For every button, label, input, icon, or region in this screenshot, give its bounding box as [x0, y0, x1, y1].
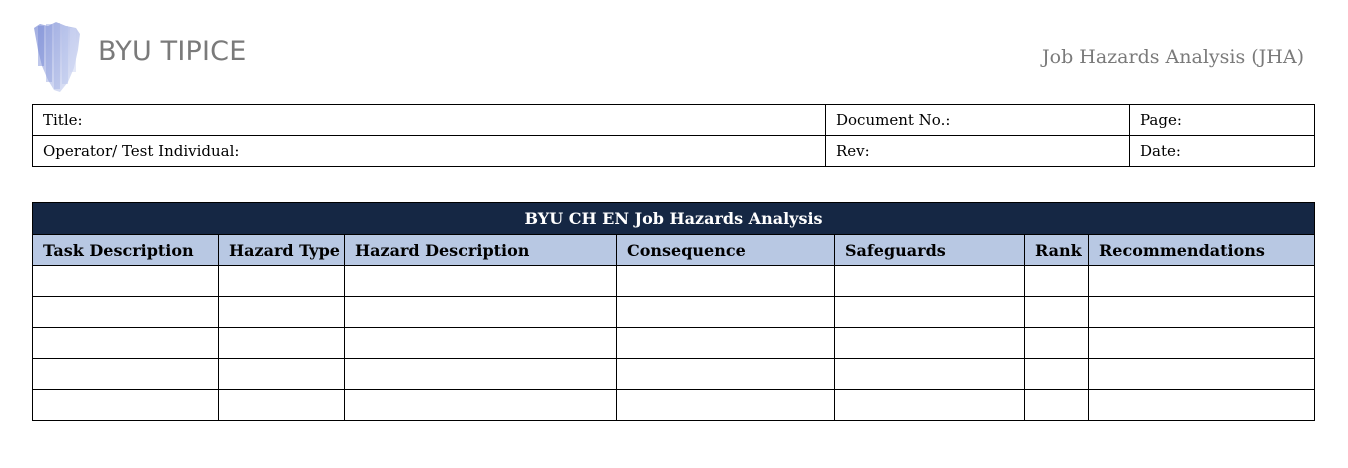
table-cell[interactable] [1089, 359, 1315, 390]
table-row [33, 328, 1315, 359]
table-cell[interactable] [33, 297, 219, 328]
jha-header-row [33, 235, 1315, 266]
table-cell[interactable] [617, 297, 835, 328]
rev-field[interactable]: Rev: [826, 136, 1130, 167]
col-task-description: Task Description [33, 235, 219, 266]
logo-text: BYU TIPICE [98, 36, 247, 67]
table-row [33, 359, 1315, 390]
table-row [33, 266, 1315, 297]
table-cell[interactable] [219, 328, 345, 359]
table-cell[interactable] [1025, 359, 1089, 390]
table-cell[interactable] [617, 359, 835, 390]
table-cell[interactable] [33, 359, 219, 390]
document-no-field[interactable]: Document No.: [826, 105, 1130, 136]
info-row-2 [33, 136, 1315, 167]
operator-field[interactable]: Operator/ Test Individual: [33, 136, 826, 167]
document-info-table [32, 104, 1315, 167]
table-cell[interactable] [219, 390, 345, 421]
jha-table [32, 202, 1315, 421]
jha-banner-row [33, 203, 1315, 235]
col-recommendations: Recommendations [1089, 235, 1315, 266]
table-cell[interactable] [345, 328, 617, 359]
col-safeguards: Safeguards [835, 235, 1025, 266]
document-type-title: Job Hazards Analysis (JHA) [1042, 46, 1304, 68]
table-cell[interactable] [219, 297, 345, 328]
jha-body [33, 266, 1315, 421]
table-row [33, 390, 1315, 421]
table-cell[interactable] [617, 390, 835, 421]
table-cell[interactable] [617, 266, 835, 297]
table-cell[interactable] [345, 266, 617, 297]
table-cell[interactable] [1089, 390, 1315, 421]
title-field[interactable]: Title: [33, 105, 826, 136]
table-cell[interactable] [835, 297, 1025, 328]
table-cell[interactable] [1025, 328, 1089, 359]
table-cell[interactable] [33, 390, 219, 421]
table-cell[interactable] [1089, 297, 1315, 328]
table-cell[interactable] [33, 328, 219, 359]
table-cell[interactable] [617, 328, 835, 359]
col-hazard-description: Hazard Description [345, 235, 617, 266]
table-cell[interactable] [1089, 328, 1315, 359]
table-row [33, 297, 1315, 328]
table-cell[interactable] [345, 359, 617, 390]
table-cell[interactable] [1025, 266, 1089, 297]
table-cell[interactable] [835, 328, 1025, 359]
info-row-1 [33, 105, 1315, 136]
table-cell[interactable] [219, 359, 345, 390]
table-cell[interactable] [33, 266, 219, 297]
table-cell[interactable] [345, 297, 617, 328]
date-field[interactable]: Date: [1130, 136, 1315, 167]
jha-banner: BYU CH EN Job Hazards Analysis [33, 203, 1315, 235]
col-consequence: Consequence [617, 235, 835, 266]
table-cell[interactable] [1025, 390, 1089, 421]
page-field[interactable]: Page: [1130, 105, 1315, 136]
table-cell[interactable] [219, 266, 345, 297]
table-cell[interactable] [835, 390, 1025, 421]
col-hazard-type: Hazard Type [219, 235, 345, 266]
table-cell[interactable] [345, 390, 617, 421]
col-rank: Rank [1025, 235, 1089, 266]
byu-tipice-logo-icon [30, 20, 85, 95]
table-cell[interactable] [1089, 266, 1315, 297]
table-cell[interactable] [835, 266, 1025, 297]
table-cell[interactable] [835, 359, 1025, 390]
table-cell[interactable] [1025, 297, 1089, 328]
